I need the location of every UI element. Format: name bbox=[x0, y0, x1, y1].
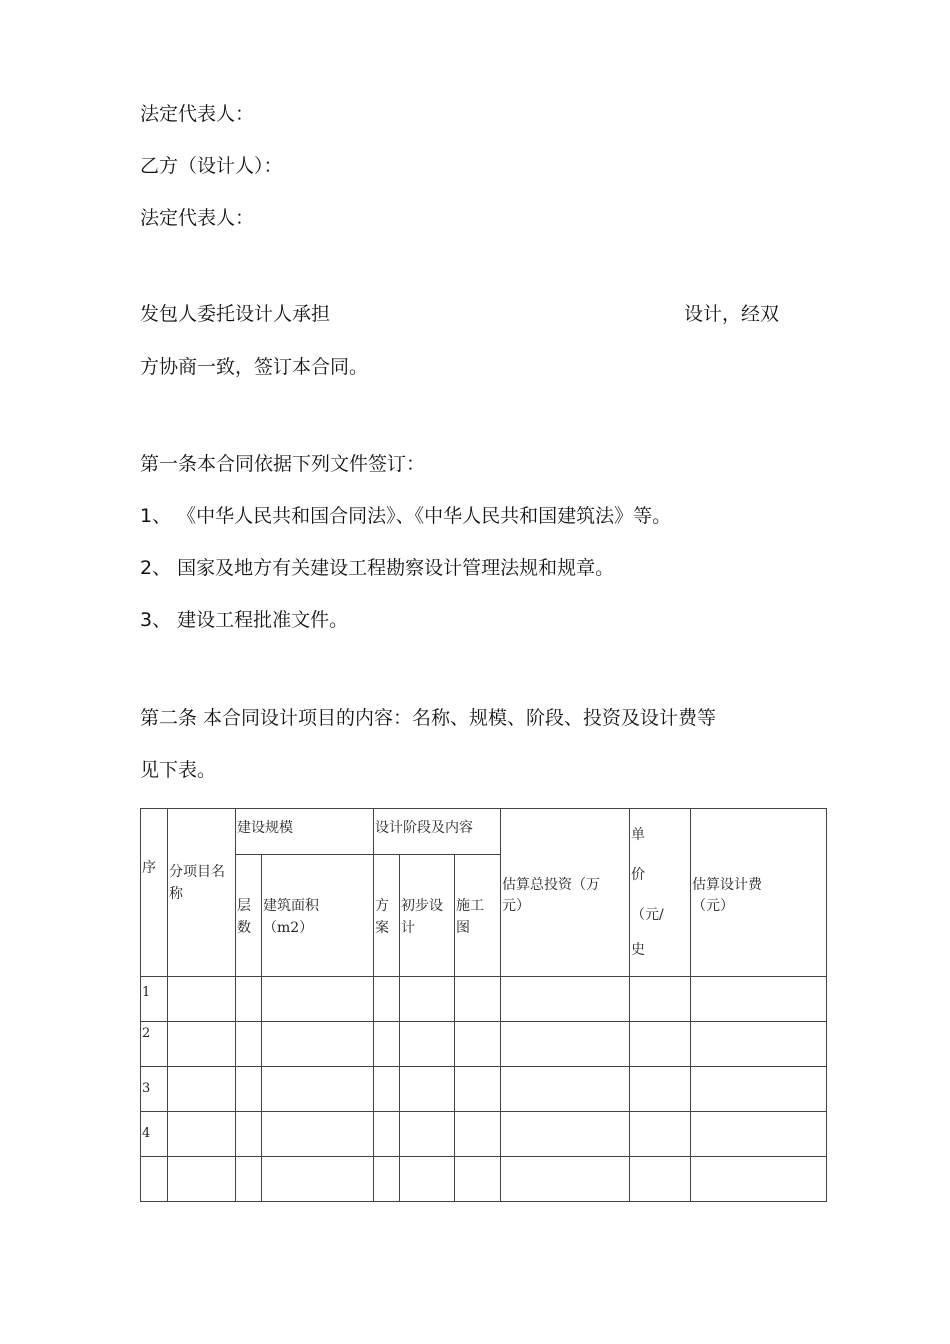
table-cell bbox=[630, 1157, 691, 1202]
row-number bbox=[141, 1022, 168, 1067]
table-cell bbox=[374, 977, 400, 1022]
header-construction-text-2: 图 bbox=[456, 920, 470, 936]
header-scheme-text-1: 方 bbox=[375, 898, 389, 914]
header-floors-text-2: 数 bbox=[237, 920, 251, 936]
table-cell bbox=[262, 977, 374, 1022]
table-cell bbox=[168, 1022, 236, 1067]
header-design-fee bbox=[691, 809, 827, 977]
table-cell bbox=[374, 1022, 400, 1067]
row-number-text: 1 bbox=[142, 985, 151, 1000]
row-number-text: 4 bbox=[142, 1126, 151, 1141]
header-unit-price-text-2: 价 bbox=[631, 867, 646, 883]
table-cell bbox=[630, 977, 691, 1022]
row-number-text: 2 bbox=[142, 1026, 151, 1041]
table-cell bbox=[400, 1022, 455, 1067]
table-cell bbox=[236, 1022, 262, 1067]
table-cell bbox=[262, 1022, 374, 1067]
table-row bbox=[141, 1112, 827, 1157]
table-cell bbox=[400, 1112, 455, 1157]
table-cell bbox=[501, 977, 630, 1022]
header-investment-text-1: 估算总投资（万 bbox=[502, 877, 601, 893]
table-cell bbox=[691, 1067, 827, 1112]
table-cell bbox=[400, 1157, 455, 1202]
row-number-text bbox=[142, 1157, 166, 1165]
header-design-fee-text-2: （元） bbox=[692, 898, 735, 914]
header-unit-price-text-1: 单 bbox=[631, 827, 646, 843]
table-cell bbox=[168, 1112, 236, 1157]
table-cell bbox=[630, 1022, 691, 1067]
row-number-text: 3 bbox=[142, 1081, 151, 1096]
header-unit-price-text-4: 史 bbox=[631, 942, 646, 958]
table-cell bbox=[168, 1067, 236, 1112]
table-cell bbox=[691, 1157, 827, 1202]
table-cell bbox=[691, 977, 827, 1022]
table-cell bbox=[455, 977, 501, 1022]
article-1-title: 第一条本合同依据下列文件签订： bbox=[140, 453, 426, 475]
header-preliminary-text-1: 初步设 bbox=[401, 898, 443, 914]
table-cell bbox=[262, 1112, 374, 1157]
article-1-item-3: 3、 建设工程批准文件。 bbox=[140, 609, 349, 631]
header-area-text-2: （m2） bbox=[263, 920, 314, 936]
header-scheme bbox=[374, 855, 400, 977]
row-number bbox=[141, 977, 168, 1022]
table-row bbox=[141, 1067, 827, 1112]
table-cell bbox=[455, 1112, 501, 1157]
header-investment bbox=[501, 809, 630, 977]
table-cell bbox=[236, 1157, 262, 1202]
table-cell bbox=[374, 1112, 400, 1157]
legal-rep-b-label: 法定代表人： bbox=[140, 207, 255, 229]
table-cell bbox=[374, 1157, 400, 1202]
table-cell bbox=[501, 1157, 630, 1202]
row-number bbox=[141, 1112, 168, 1157]
table-cell bbox=[501, 1112, 630, 1157]
header-preliminary bbox=[400, 855, 455, 977]
design-fee-table bbox=[140, 808, 827, 1202]
header-design-fee-text-1: 估算设计费 bbox=[692, 877, 763, 893]
header-unit-price-text-3: （元/ bbox=[631, 907, 664, 923]
header-seq-text: 序 bbox=[142, 860, 156, 876]
table-cell bbox=[374, 1067, 400, 1112]
table-row bbox=[141, 977, 827, 1022]
table-cell bbox=[262, 1067, 374, 1112]
article-2-line-1: 第二条 本合同设计项目的内容：名称、规模、阶段、投资及设计费等 bbox=[140, 707, 717, 729]
table-cell bbox=[455, 1022, 501, 1067]
row-number bbox=[141, 1067, 168, 1112]
intro-line-2: 方协商一致，签订本合同。 bbox=[140, 356, 369, 378]
table-cell bbox=[236, 977, 262, 1022]
header-group-stage-text: 设计阶段及内容 bbox=[375, 820, 473, 836]
table-cell bbox=[691, 1112, 827, 1157]
intro-line-1-left: 发包人委托设计人承担 bbox=[140, 303, 331, 325]
header-group-scale-text: 建设规模 bbox=[237, 820, 293, 836]
article-1-item-2: 2、 国家及地方有关建设工程勘察设计管理法规和规章。 bbox=[140, 557, 615, 579]
header-floors bbox=[236, 855, 262, 977]
table-cell bbox=[168, 977, 236, 1022]
header-seq bbox=[141, 809, 168, 977]
header-item-name-text-1: 分项目名 bbox=[169, 864, 225, 880]
header-unit-price bbox=[630, 809, 691, 977]
header-group-stage bbox=[374, 809, 501, 855]
table-cell bbox=[501, 1022, 630, 1067]
table-cell bbox=[236, 1067, 262, 1112]
header-area bbox=[262, 855, 374, 977]
table-cell bbox=[455, 1067, 501, 1112]
table-cell bbox=[400, 977, 455, 1022]
intro-line-1-right: 设计，经双 bbox=[684, 303, 780, 325]
header-scheme-text-2: 案 bbox=[375, 920, 389, 936]
legal-rep-a-label: 法定代表人： bbox=[140, 103, 255, 125]
table-cell bbox=[262, 1157, 374, 1202]
header-construction-text-1: 施工 bbox=[456, 898, 484, 914]
header-item-name-text-2: 称 bbox=[169, 886, 183, 902]
table-cell bbox=[168, 1157, 236, 1202]
header-item-name bbox=[168, 809, 236, 977]
party-b-label: 乙方（设计人）： bbox=[140, 155, 283, 177]
table-cell bbox=[630, 1067, 691, 1112]
table-cell bbox=[236, 1112, 262, 1157]
article-1-item-1: 1、 《中华人民共和国合同法》、《中华人民共和国建筑法》等。 bbox=[140, 505, 672, 527]
header-investment-text-2: 元） bbox=[502, 898, 531, 914]
table-row bbox=[141, 1022, 827, 1067]
header-area-text-1: 建筑面积 bbox=[263, 898, 319, 914]
header-group-scale bbox=[236, 809, 374, 855]
header-preliminary-text-2: 计 bbox=[401, 920, 415, 936]
article-2-line-2: 见下表。 bbox=[140, 759, 217, 781]
table-cell bbox=[455, 1157, 501, 1202]
header-floors-text-1: 层 bbox=[237, 898, 251, 914]
table-row bbox=[141, 1157, 827, 1202]
table-cell bbox=[501, 1067, 630, 1112]
table-cell bbox=[400, 1067, 455, 1112]
table-cell bbox=[691, 1022, 827, 1067]
row-number bbox=[141, 1157, 168, 1202]
table-cell bbox=[630, 1112, 691, 1157]
header-construction bbox=[455, 855, 501, 977]
